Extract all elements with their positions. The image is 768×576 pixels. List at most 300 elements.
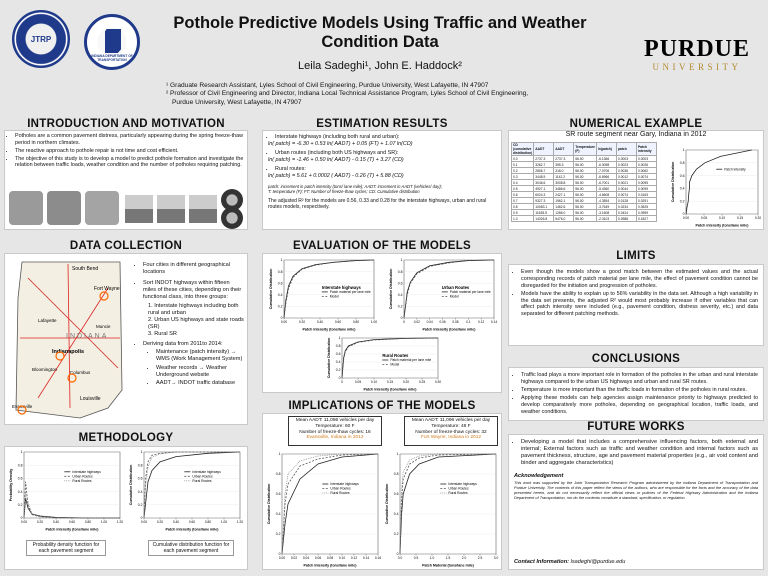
x-tick-label: 0.00 [20, 520, 28, 524]
contact-label: Contact Information: [514, 559, 570, 565]
table-cell: 0.0525 [636, 204, 656, 210]
x-tick-label: 0.30 [434, 380, 442, 384]
x-axis-label: Patch Intensity (tons/lane mile) [303, 563, 357, 568]
numerical-subtitle: SR route segment near Gary, Indiana in 2012 [565, 131, 707, 138]
chart-title: Interstate highways [321, 284, 361, 290]
x-tick-label: 0.5 [413, 556, 419, 560]
table-cell: 0.0163 [636, 192, 656, 198]
x-tick-label: 0.00 [278, 556, 286, 560]
y-tick-label: 0 [140, 516, 143, 521]
table-cell: 0.0003 [616, 156, 636, 162]
x-tick-label: 0.14 [490, 320, 498, 324]
y-tick-label: 0 [278, 552, 281, 557]
y-tick-label: 1 [140, 450, 143, 455]
table-cell: 11635.5 [534, 210, 554, 216]
numerical-table [511, 142, 657, 222]
x-tick-label: 0.05 [700, 216, 708, 220]
table-row [512, 216, 657, 222]
method-cdf-caption: Cumulative distribution function for each pavement segment [148, 540, 234, 556]
table-cell: 318.0 [554, 168, 574, 174]
table-cell: -6.7001 [596, 180, 616, 186]
intro-panel [4, 130, 248, 230]
x-tick-label: 0.15 [736, 216, 744, 220]
table-cell: -7.0706 [596, 168, 616, 174]
y-tick-label: 0.4 [397, 293, 403, 297]
table-cell: 355.3 [554, 162, 574, 168]
legend-label: Interstate highways [330, 482, 359, 487]
contact-email[interactable]: lsadeghi@purdue.edu [570, 559, 626, 565]
legend-label: Model [390, 362, 400, 367]
legend-label: Rural Routes [330, 491, 350, 496]
table-cell: -3.1608 [596, 210, 616, 216]
table-cell: 0.0012 [616, 174, 636, 180]
urban-label: • Urban routes (including both US highways and SR): [275, 150, 496, 157]
x-tick-label: 1.0 [429, 556, 435, 560]
table-cell: 6024.3 [534, 192, 554, 198]
chart-title: Rural Routes [382, 353, 409, 358]
table-cell: 56.00 [574, 198, 597, 204]
method-cdf-chart [128, 448, 244, 532]
x-tick-label: 0.04 [426, 320, 433, 324]
box1-line: Number of freeze-thaw cycles: 16 [299, 429, 371, 435]
y-tick-label: 0.6 [275, 492, 281, 497]
table-cell: 1142.2 [554, 174, 574, 180]
table-cell: 0.1 [512, 162, 534, 168]
table-cell: 0.0095 [636, 180, 656, 186]
plot-frame [686, 150, 758, 214]
map-label: Columbus [70, 370, 91, 375]
indiana-map [8, 258, 130, 422]
rural-equation: ln( patch) = 5.61 + 0.0002 ( AADT) - 0.26 (T) + 5.88 (CD) [268, 172, 404, 179]
legend-label: Urban Routes [192, 474, 213, 479]
box2-line: Number of freeze-thaw cycles: 32 [415, 429, 487, 435]
fortwayne-box [404, 416, 498, 446]
table-cell: 0.9 [512, 210, 534, 216]
data-collection-text [136, 262, 244, 389]
eval-interstate-chart [268, 256, 378, 332]
x-tick-label: 0.10 [718, 216, 726, 220]
estimation-note: patch: increment in patch intensity (tons/ lane mile); AADT: increment in AADT (vehicles/ day); [268, 183, 442, 189]
table-cell: 3448.9 [534, 174, 554, 180]
table-cell: 0.0044 [616, 186, 636, 192]
x-tick-label: 2.5 [477, 556, 483, 560]
table-cell: 0.0988 [616, 216, 636, 222]
series-line [686, 150, 752, 214]
urban-equation: ln( patch) = -1.46 + 0.50 ln( AADT) - 0.15 (T) + 3.27 (CD) [268, 156, 404, 163]
table-cell: -6.1366 [596, 156, 616, 162]
series-line [24, 498, 120, 518]
legend-label: Patch material per lane mile [329, 290, 371, 295]
y-tick-label: 1 [400, 258, 403, 263]
purdue-logo [636, 36, 758, 78]
table-header-cell: AADT [554, 143, 574, 156]
legend-label: Rural Routes [192, 479, 212, 483]
jtrp-logo-text: JTRP [30, 35, 52, 44]
x-tick-label: 0.0 [397, 556, 403, 560]
x-tick-label: 0.20 [298, 320, 306, 324]
affiliation-3: Purdue University, West Lafayette, IN 47907 [172, 98, 302, 106]
y-tick-label: 0.6 [137, 476, 143, 481]
y-axis-label: Cumulative Distribution [671, 161, 675, 203]
y-tick-label: 0.2 [275, 532, 281, 537]
x-tick-label: 0 [341, 380, 343, 384]
table-cell: 56.00 [574, 216, 597, 222]
x-tick-label: 0.25 [418, 380, 426, 384]
x-tick-label: 1.20 [116, 520, 124, 524]
affiliations [166, 82, 606, 107]
jtrp-logo [12, 10, 70, 68]
plot-frame [144, 452, 240, 518]
table-cell: 3262.7 [534, 162, 554, 168]
y-tick-label: 0.4 [393, 512, 399, 517]
rural-label: • Rural routes: [275, 166, 496, 173]
legend-label: Patch intensity [724, 167, 746, 172]
table-cell: 0.1827 [636, 216, 656, 222]
pothole-diagram [157, 195, 185, 223]
y-tick-label: 0 [682, 212, 685, 217]
table-cell: 1962.1 [554, 198, 574, 204]
table-cell: 56.00 [574, 192, 597, 198]
purdue-sub: UNIVERSITY [652, 62, 742, 72]
y-axis-label: Probability Density [9, 468, 13, 502]
x-tick-label: 0.20 [402, 380, 410, 384]
table-cell: 4927.1 [534, 186, 554, 192]
table-cell: 0.0291 [636, 198, 656, 204]
y-tick-label: 0.4 [277, 293, 283, 297]
legend-label: Patch material per lane mile [449, 290, 491, 295]
interstate-equation: ln( patch) = -6.30 + 0.53 ln( AADT) + 0.05 (FT) + 1.07 ln(CD) [268, 140, 413, 147]
map-label: INDIANA [66, 333, 109, 340]
x-tick-label: 0.16 [374, 556, 382, 560]
x-tick-label: 1.5 [445, 556, 451, 560]
dc-source: • Weather records → Weather Underground website [156, 365, 244, 379]
table-cell: 1.0 [512, 216, 534, 222]
x-axis-label: Patch intensity (tons/lane mile) [165, 527, 219, 532]
table-cell: 0.0036 [616, 168, 636, 174]
dc-group: 2. Urban US highways and state roads (SR) [148, 316, 244, 330]
x-tick-label: 0.1 [466, 320, 471, 324]
series-line [282, 454, 378, 554]
x-tick-label: 0.06 [314, 556, 322, 560]
y-tick-label: 1 [280, 258, 283, 263]
legend-label: Interstate highways [448, 482, 477, 487]
y-tick-label: 0 [20, 516, 23, 521]
series-line [400, 454, 496, 554]
x-tick-label: 0.20 [36, 520, 44, 524]
poster-title: Pothole Predictive Models Using Traffic and Weather Condition Data [173, 14, 587, 51]
y-axis-label: Cumulative Distribution [129, 464, 133, 506]
limits-bullet: • Even though the models show a good match between the estimated values and the actual corresponding records of patch material per lane mile, the effect of pavement condition cannot be disregarded for the initiation and progression of potholes. [521, 269, 758, 289]
table-cell: 3008.8 [554, 180, 574, 186]
y-tick-label: 1 [278, 452, 281, 457]
box1-line: Temperature: 60 F [315, 423, 355, 429]
x-axis-label: Patch Material (tons/lane mile) [422, 563, 474, 568]
series-line [144, 452, 240, 518]
x-tick-label: 0.06 [439, 320, 446, 324]
numerical-heading: NUMERICAL EXAMPLE [569, 118, 703, 130]
numerical-table-wrap [511, 142, 657, 222]
pothole-photos [9, 189, 245, 227]
series-line [282, 454, 378, 554]
evansville-box [288, 416, 382, 446]
methodology-heading: METHODOLOGY [78, 432, 174, 444]
eval-urban-chart [388, 256, 498, 332]
interstate-label: • Interstate highways (including both rural and urban): [275, 134, 496, 141]
box1-line: Mean AADT: 11,096 vehicles per day [295, 418, 375, 423]
legend-label: Interstate highways [192, 470, 221, 474]
y-tick-label: 0.4 [335, 360, 341, 365]
plot-frame [282, 454, 378, 554]
y-tick-label: 0.6 [335, 352, 341, 357]
plot-frame [24, 452, 120, 518]
dc-group: 3. Rural SR [148, 330, 177, 337]
table-cell: 0.6 [512, 192, 534, 198]
y-axis-label: Cumulative Distribution [389, 268, 393, 310]
box1-city: Evansville, Indiana in 2012 [306, 435, 364, 441]
x-tick-label: 3.0 [493, 556, 499, 560]
table-cell: 0.0021 [616, 180, 636, 186]
table-cell: 56.00 [574, 204, 597, 210]
series-line [24, 482, 120, 518]
x-tick-label: 0.05 [354, 380, 362, 384]
y-tick-label: 0.6 [679, 173, 685, 178]
y-tick-label: 0.6 [277, 281, 283, 286]
table-cell: 3046.6 [534, 180, 554, 186]
table-cell: 0.7 [512, 198, 534, 204]
conclusion-bullet: • Applying these models can help agencies assign maintenance priority to highways predicted to develop comparatively more potholes, depending on geographical location, traffic loads, and weather conditions. [521, 395, 758, 415]
table-cell: 2427.1 [554, 192, 574, 198]
conclusion-bullet: • Temperature is more important than the traffic loads in formation of the potholes in rural routes. [521, 387, 758, 394]
future-bullet: • Developing a model that includes a comprehensive influencing factors, both external and internal; External factors such as traffic and weather condition and internal factors such as pavement thickness, structure, age and pavement material properties (e.g., air void content and binder and aggregate characteristics) [521, 439, 758, 467]
y-tick-label: 0 [396, 552, 399, 557]
series-line [144, 452, 240, 518]
future-panel [508, 434, 764, 570]
map-label: Muncie [96, 324, 111, 329]
x-tick-label: 0.00 [682, 216, 690, 220]
x-tick-label: 1.00 [220, 520, 228, 524]
table-cell: -4.6608 [596, 192, 616, 198]
y-tick-label: 0.2 [17, 503, 23, 507]
legend-label: Patch material per lane mile [390, 358, 432, 363]
numeric-cdf-chart [670, 146, 762, 228]
estimation-heading: ESTIMATION RESULTS [316, 118, 448, 130]
y-axis-label: Cumulative Distribution [269, 268, 273, 310]
y-tick-label: 0.4 [275, 512, 281, 517]
table-cell: 1286.0 [554, 210, 574, 216]
y-tick-label: 0.8 [335, 344, 341, 349]
table-cell: 56.00 [574, 168, 597, 174]
x-tick-label: 0.40 [52, 520, 60, 524]
x-tick-label: 0 [403, 320, 405, 324]
y-tick-label: 0.2 [277, 304, 283, 309]
table-header-cell: Patch intensity [636, 143, 656, 156]
intro-bullet: • Potholes are a common pavement distress, particularly appearing during the spring freeze-thaw period in northern climates. [15, 133, 244, 146]
r2-text: The adjusted R² for the models are 0.56, 0.33 and 0.28 for the interstate highways, urban and rural routes models, respectively. [268, 197, 487, 210]
table-cell: 56.00 [574, 156, 597, 162]
x-tick-label: 1.00 [100, 520, 108, 524]
x-tick-label: 0.04 [302, 556, 310, 560]
legend-label: Rural Routes [72, 479, 92, 483]
table-cell: 56.00 [574, 180, 597, 186]
table-cell: 0.0062 [636, 168, 656, 174]
indot-logo [84, 14, 140, 70]
table-cell: 0.0959 [636, 210, 656, 216]
y-tick-label: 0.8 [277, 269, 283, 274]
x-tick-label: 0.60 [68, 520, 76, 524]
x-tick-label: 1.20 [236, 520, 244, 524]
table-cell: 10083.1 [534, 204, 554, 210]
y-tick-label: 0.8 [679, 161, 685, 165]
x-tick-label: 0.02 [290, 556, 298, 560]
table-cell: 2806.7 [534, 168, 554, 174]
table-cell: 1462.6 [554, 204, 574, 210]
box2-line: Mean AADT: 11,096 vehicles per day [411, 418, 491, 423]
intro-bullet: • The objective of this study is to develop a model to predict pothole formation and investigate the relation between traffic loads, weather condition and the number of potholes requiring patching. [15, 156, 244, 169]
table-cell: 14326.8 [534, 216, 554, 222]
conclusion-bullet: • Traffic load plays a more important role in formation of the potholes in the urban and rural interstate highways compared to the urban US highways and urban and rural SR routes. [521, 372, 758, 386]
dc-group: 1. Interstate highways including both rural and urban [148, 302, 239, 316]
tire-icon [221, 207, 243, 229]
table-cell: 0.0099 [636, 186, 656, 192]
purdue-wordmark: PURDUE [644, 36, 750, 62]
table-cell: -4.3554 [596, 198, 616, 204]
pothole-photo [9, 191, 43, 225]
table-header-cell: AADT [534, 143, 554, 156]
intro-bullet: • The reactive approach to pothole repair is not time and cost efficient. [15, 148, 244, 155]
y-tick-label: 0.8 [137, 463, 143, 468]
map-label: Bloomington [32, 367, 58, 372]
x-tick-label: 0.20 [754, 216, 762, 220]
table-cell: 9327.3 [534, 198, 554, 204]
map-label: Fort Wayne [94, 286, 120, 292]
authors: Leila Sadeghi¹, John E. Haddock² [298, 60, 462, 72]
x-tick-label: 0.80 [204, 520, 212, 524]
table-header-cell: patch [616, 143, 636, 156]
implications-heading: IMPLICATIONS OF THE MODELS [288, 400, 476, 412]
data-collection-heading: DATA COLLECTION [69, 240, 183, 252]
y-tick-label: 0.2 [335, 368, 341, 373]
limits-panel [508, 264, 764, 346]
legend-label: Rural Routes [448, 491, 468, 496]
table-cell: 3486.6 [554, 186, 574, 192]
table-cell: 0.0026 [636, 162, 656, 168]
affiliation-2: ² Professor of Civil Engineering and Director, Indiana Local Technical Assistance Program, Lyles School of Civil Engineering, [166, 90, 529, 98]
table-cell: 0.0074 [636, 174, 656, 180]
table-cell: -6.3098 [596, 162, 616, 168]
map-label: Louisville [80, 396, 101, 402]
dc-bullet: • Four cities in different geographical locations [143, 262, 244, 276]
y-tick-label: 0.6 [17, 476, 23, 481]
y-tick-label: 1 [20, 450, 23, 455]
x-axis-label: Patch Intensity (tons/lane mile) [422, 327, 476, 332]
legend-label: Urban Routes [448, 486, 469, 491]
x-tick-label: 0.60 [334, 320, 342, 324]
series-line [282, 454, 378, 554]
pothole-photo [47, 191, 81, 225]
y-tick-label: 1 [682, 148, 685, 153]
table-cell: 0.0003 [636, 156, 656, 162]
y-axis-label: Cumulative Distribution [327, 337, 331, 379]
table-cell: 0.0074 [616, 192, 636, 198]
x-tick-label: 0.20 [156, 520, 164, 524]
dc-source: • Maintenance (patch intensity) → WMS (Work Management System) [156, 349, 244, 363]
conclusions-heading: CONCLUSIONS [591, 353, 681, 365]
y-tick-label: 0.2 [397, 304, 403, 309]
y-tick-label: 0.2 [679, 199, 685, 204]
box2-line: Temperature: 48 F [431, 423, 471, 429]
y-tick-label: 0.6 [393, 492, 399, 497]
x-axis-label: Patch intensity (tons/lane mile) [695, 223, 749, 228]
indiana-state-icon [105, 29, 121, 53]
dc-source: • AADT→ INDOT traffic database [156, 380, 244, 387]
limits-heading: LIMITS [616, 250, 656, 262]
estimation-note: T: temperature (F); FT: Number of freeze-thaw cycles; CD: Cumulative distribution [268, 188, 420, 194]
y-tick-label: 0.4 [17, 489, 23, 494]
legend-label: Model [449, 294, 459, 299]
x-tick-label: 0.80 [84, 520, 92, 524]
chart-title: Urban Routes [441, 284, 470, 290]
legend-label: Urban Routes [330, 486, 351, 491]
y-tick-label: 1 [396, 452, 399, 457]
impl-evansville-chart [266, 450, 382, 568]
x-tick-label: 0.00 [140, 520, 148, 524]
eval-rural-chart [326, 334, 442, 392]
x-axis-label: Patch Intensity (tons/lane mile) [363, 387, 417, 392]
indot-logo-text: INDIANA DEPARTMENT OF TRANSPORTATION [91, 54, 133, 62]
table-header-cell: CD (cumulative distribution) [513, 143, 533, 155]
affiliation-1: ¹ Graduate Research Assistant, Lyles School of Civil Engineering, Purdue University, West Lafayette, IN 47907 [166, 82, 489, 89]
x-tick-label: 0.14 [362, 556, 370, 560]
legend-label: Interstate highways [72, 470, 101, 474]
table-cell: 0.3 [512, 174, 534, 180]
y-tick-label: 0.8 [397, 269, 403, 274]
pothole-diagram [189, 195, 217, 223]
y-tick-label: 0.8 [275, 472, 281, 477]
x-tick-label: 0.40 [172, 520, 180, 524]
y-tick-label: 0.2 [137, 503, 143, 507]
x-axis-label: Patch intensity (tons/lane mile) [45, 527, 99, 532]
x-tick-label: 0.60 [188, 520, 196, 524]
impl-fortwayne-chart [384, 450, 500, 568]
pothole-photo [85, 191, 119, 225]
future-heading: FUTURE WORKS [587, 421, 685, 433]
x-tick-label: 0.12 [350, 556, 358, 560]
y-tick-label: 0.6 [397, 281, 403, 286]
table-cell: 0.0023 [616, 162, 636, 168]
table-cell: 0.8 [512, 204, 534, 210]
table-cell: 0.2 [512, 168, 534, 174]
method-pdf-caption: Probability density function for each pavement segment [26, 540, 106, 556]
table-cell: 0.0128 [616, 198, 636, 204]
x-tick-label: 0.10 [370, 380, 378, 384]
x-tick-label: 0.80 [352, 320, 360, 324]
x-tick-label: 0.40 [316, 320, 324, 324]
table-cell: 2737.3 [534, 156, 554, 162]
table-cell: 5476.0 [554, 216, 574, 222]
y-axis-label: Cumulative Distribution [267, 483, 271, 525]
table-cell: -3.7649 [596, 204, 616, 210]
box2-city: Fort Wayne, Indiana in 2012 [420, 435, 482, 441]
series-line [144, 452, 240, 518]
dc-bullet: • Sort INDOT highways within fifteen miles of these cities, depending on their functional class, into three groups: [143, 280, 244, 301]
y-axis-label: Cumulative Distribution [385, 483, 389, 525]
x-tick-label: 0.15 [386, 380, 394, 384]
table-cell: -2.3103 [596, 216, 616, 222]
y-tick-label: 0 [338, 376, 341, 381]
table-header-cell: Temperature (F) [574, 143, 597, 156]
y-tick-label: 0.2 [393, 532, 399, 537]
limits-bullet: • Models have the ability to explain up to 56% variability in the data set. Although a high variability in the data set presents, the adjusted R² would most probably increase if other variables that can affect patch intensity were included (e.g., pavement condition, distress severity, etc.) and data separated for different patching methods. [521, 291, 758, 318]
